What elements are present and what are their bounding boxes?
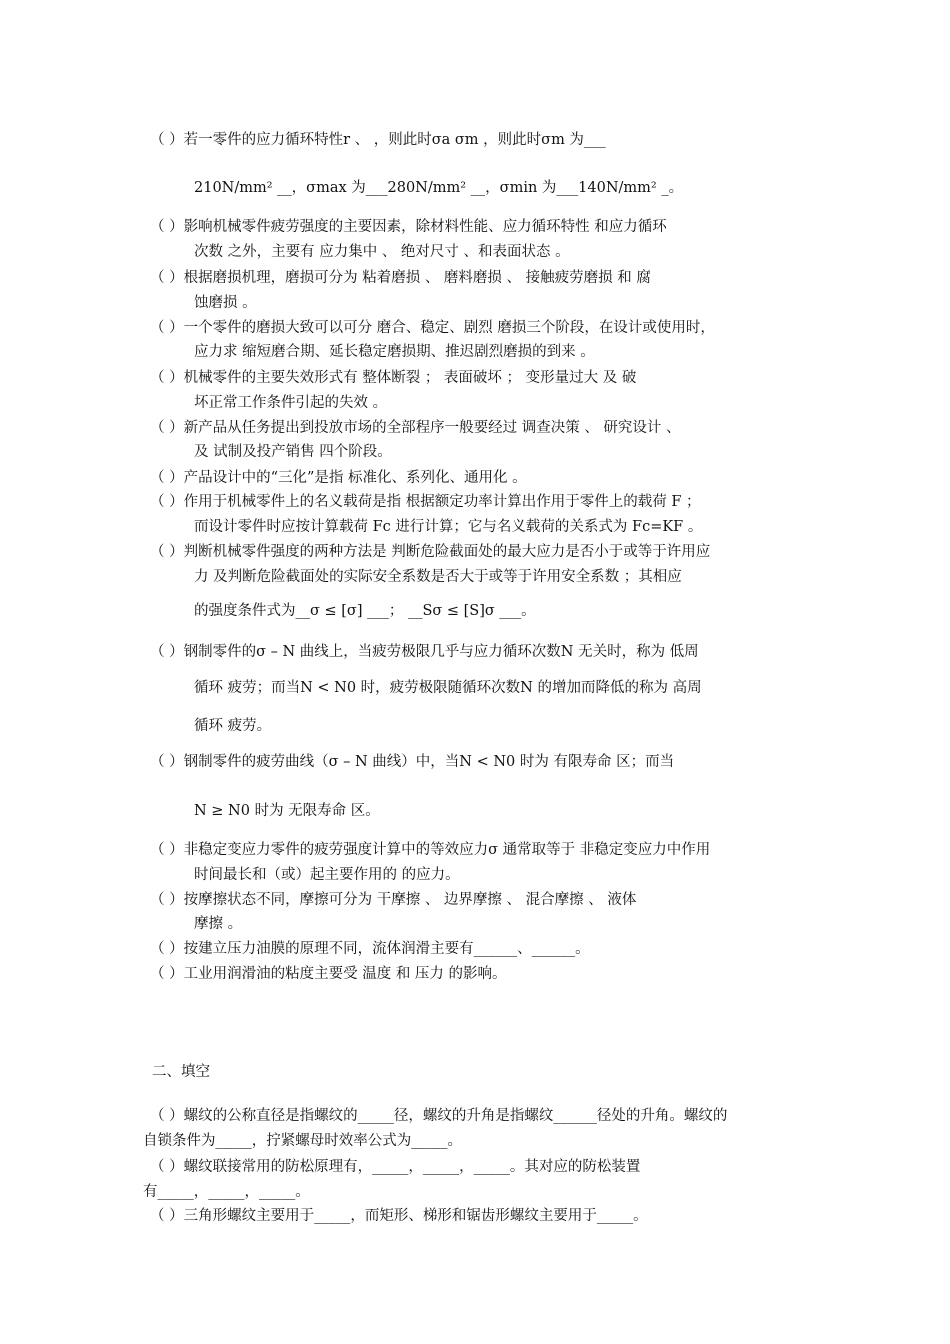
- question-5-line-1: （ ）机械零件的主要失效形式有 整体断裂 ； 表面破坏 ； 变形量过大 及 破: [150, 370, 637, 386]
- question-7-line-1: （ ）产品设计中的“三化”是指 标准化、系列化、通用化 。: [150, 470, 527, 486]
- fill-line-5: （ ）三角形螺纹主要用于_____，而矩形、梯形和锯齿形螺纹主要用于_____。: [150, 1208, 648, 1224]
- question-9-line-3: 的强度条件式为__σ ≤ [σ] ___； __Sσ ≤ [S]σ ___。: [194, 603, 536, 619]
- question-15-line-1: （ ）工业用润滑油的粘度主要受 温度 和 压力 的影响。: [150, 966, 507, 982]
- question-4-line-2: 应力求 缩短磨合期、延长稳定磨损期、推迟剧烈磨损的到来 。: [194, 344, 595, 360]
- question-5-line-2: 坏正常工作条件引起的失效 。: [194, 395, 388, 411]
- question-3-line-2: 蚀磨损 。: [194, 295, 257, 311]
- question-14-line-1: （ ）按建立压力油膜的原理不同，流体润滑主要有______、______。: [150, 941, 590, 957]
- question-12-line-1: （ ）非稳定变应力零件的疲劳强度计算中的等效应力σ 通常取等于 非稳定变应力中作用: [150, 842, 711, 858]
- question-11-line-2: N ≥ N0 时为 无限寿命 区。: [194, 803, 380, 819]
- question-6-line-1: （ ）新产品从任务提出到投放市场的全部程序一般要经过 调查决策 、 研究设计 、: [150, 420, 681, 436]
- question-10-line-2: 循环 疲劳；而当N < N0 时，疲劳极限随循环次数N 的增加而降低的称为 高周: [194, 680, 702, 696]
- question-1-line-2: 210N/mm² __，σmax 为___280N/mm² __，σmin 为___140N/mm² _。: [194, 180, 684, 196]
- fill-line-3: （ ）螺纹联接常用的防松原理有，_____，_____，_____。其对应的防松装置: [150, 1159, 641, 1175]
- question-9-line-2: 力 及判断危险截面处的实际安全系数是否大于或等于许用安全系数 ；其相应: [194, 569, 682, 585]
- question-10-line-3: 循环 疲劳。: [194, 718, 272, 734]
- question-3-line-1: （ ）根据磨损机理，磨损可分为 粘着磨损 、 磨料磨损 、 接触疲劳磨损 和 腐: [150, 270, 651, 286]
- question-2-line-1: （ ）影响机械零件疲劳强度的主要因素，除材料性能、应力循环特性 和应力循环: [150, 219, 667, 235]
- question-10-line-1: （ ）钢制零件的σ – N 曲线上，当疲劳极限几乎与应力循环次数N 无关时，称为 低周: [150, 644, 699, 660]
- fill-line-2: 自锁条件为_____，拧紧螺母时效率公式为_____。: [143, 1133, 462, 1149]
- question-8-line-1: （ ）作用于机械零件上的名义载荷是指 根据额定功率计算出作用于零件上的载荷 F ；: [150, 494, 701, 510]
- question-13-line-2: 摩擦 。: [194, 916, 243, 932]
- question-6-line-2: 及 试制及投产销售 四个阶段。: [194, 444, 392, 460]
- question-11-line-1: （ ）钢制零件的疲劳曲线（σ – N 曲线）中，当N < N0 时为 有限寿命 区；而当: [150, 754, 675, 770]
- question-9-line-1: （ ）判断机械零件强度的两种方法是 判断危险截面处的最大应力是否小于或等于许用应: [150, 544, 711, 560]
- question-1-line-1: （ ）若一零件的应力循环特性r 、 ，则此时σa σm ，则此时σm 为___: [150, 132, 606, 148]
- fill-line-1: （ ）螺纹的公称直径是指螺纹的_____径，螺纹的升角是指螺纹______径处的升角。螺纹的: [150, 1108, 728, 1124]
- question-8-line-2: 而设计零件时应按计算载荷 Fc 进行计算；它与名义载荷的关系式为 Fc=KF 。: [194, 519, 703, 535]
- question-12-line-2: 时间最长和（或）起主要作用的 的应力。: [194, 867, 460, 883]
- question-13-line-1: （ ）按摩擦状态不同，摩擦可分为 干摩擦 、 边界摩擦 、 混合摩擦 、 液体: [150, 892, 637, 908]
- question-2-line-2: 次数 之外，主要有 应力集中 、 绝对尺寸 、和表面状态 。: [194, 244, 570, 260]
- question-4-line-1: （ ）一个零件的磨损大致可以可分 磨合、稳定、剧烈 磨损三个阶段，在设计或使用时，: [150, 320, 715, 336]
- fill-line-4: 有_____，_____，_____。: [143, 1184, 310, 1200]
- section-title: 二、填空: [152, 1064, 210, 1080]
